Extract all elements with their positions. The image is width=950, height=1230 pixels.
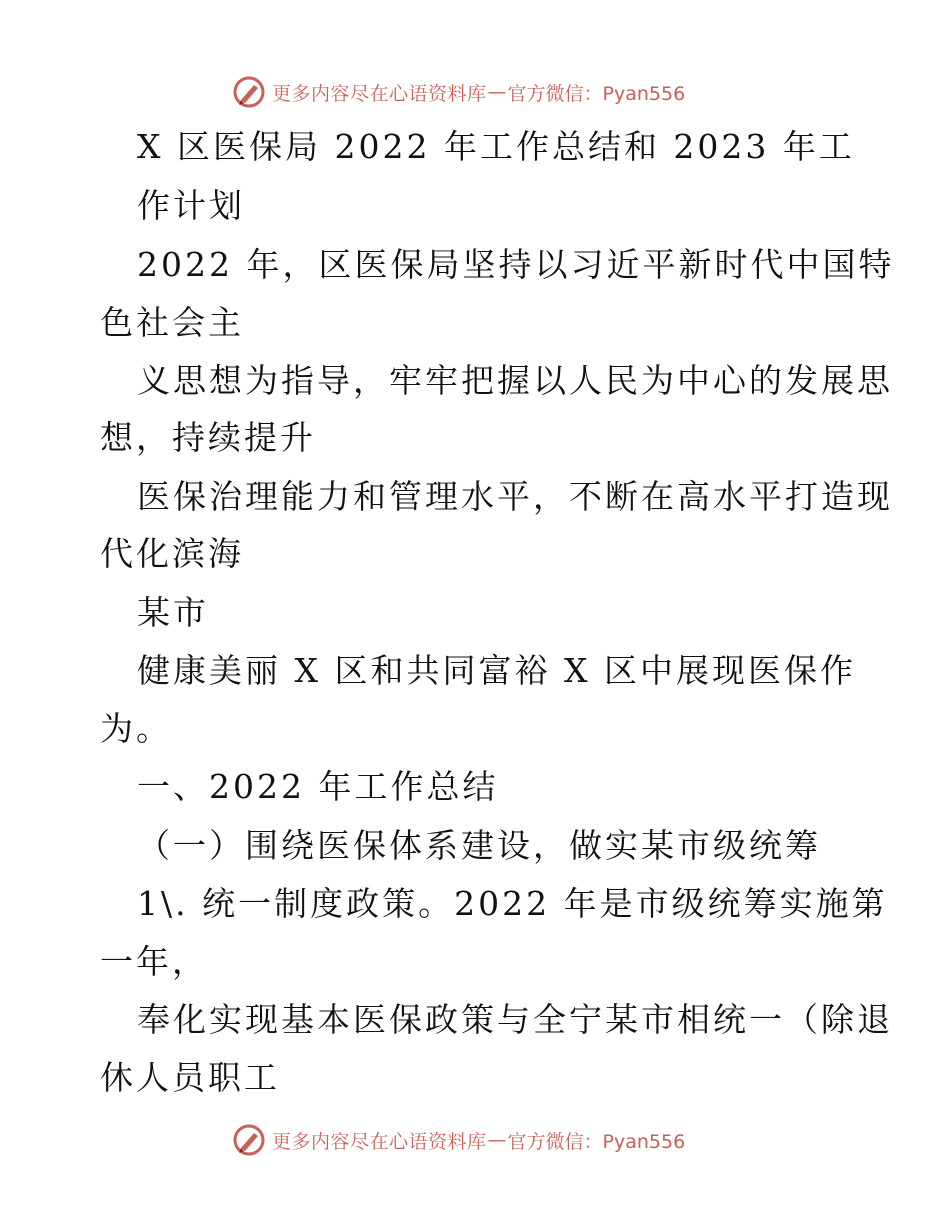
doc-paragraph-line: 医保治理能力和管理水平，不断在高水平打造现: [137, 477, 893, 516]
doc-paragraph-line: 健康美丽 X 区和共同富裕 X 区中展现医保作: [137, 651, 856, 690]
watermark-dash: —: [487, 81, 507, 103]
doc-paragraph-line: 为。: [100, 709, 172, 748]
doc-paragraph-line: 某市: [137, 593, 209, 632]
watermark-wechat-text: 官方微信：Pyan556: [507, 1130, 686, 1153]
doc-subsection-heading: （一）围绕医保体系建设，做实某市级统筹: [137, 826, 821, 865]
pen-logo-icon: [232, 1123, 266, 1157]
doc-paragraph-line: 1\. 统一制度政策。2022 年是市级统筹实施第: [137, 884, 888, 923]
watermark-site-text: 更多内容尽在心语资料库: [272, 1130, 487, 1153]
watermark-site-text: 更多内容尽在心语资料库: [272, 82, 487, 105]
doc-paragraph-line: 奉化实现基本医保政策与全宁某市相统一（除退: [137, 1000, 893, 1039]
doc-paragraph-line: 义思想为指导，牢牢把握以人民为中心的发展思: [137, 361, 893, 400]
watermark-dash: —: [487, 1129, 507, 1151]
watermark-footer: [232, 1120, 685, 1160]
doc-paragraph-line: 色社会主: [100, 303, 244, 342]
doc-paragraph-line: 代化滨海: [100, 534, 244, 573]
doc-title-line-2: 作计划: [137, 186, 245, 225]
doc-section-heading: 一、2022 年工作总结: [137, 767, 499, 806]
doc-paragraph-line: 想，持续提升: [100, 418, 316, 457]
doc-paragraph-line: 2022 年，区医保局坚持以习近平新时代中国特: [137, 245, 895, 284]
doc-title-line-1: X 区医保局 2022 年工作总结和 2023 年工: [137, 127, 855, 166]
doc-paragraph-line: 一年，: [100, 942, 208, 981]
doc-paragraph-line: 休人员职工: [100, 1058, 280, 1097]
watermark-wechat-text: 官方微信：Pyan556: [507, 82, 686, 105]
